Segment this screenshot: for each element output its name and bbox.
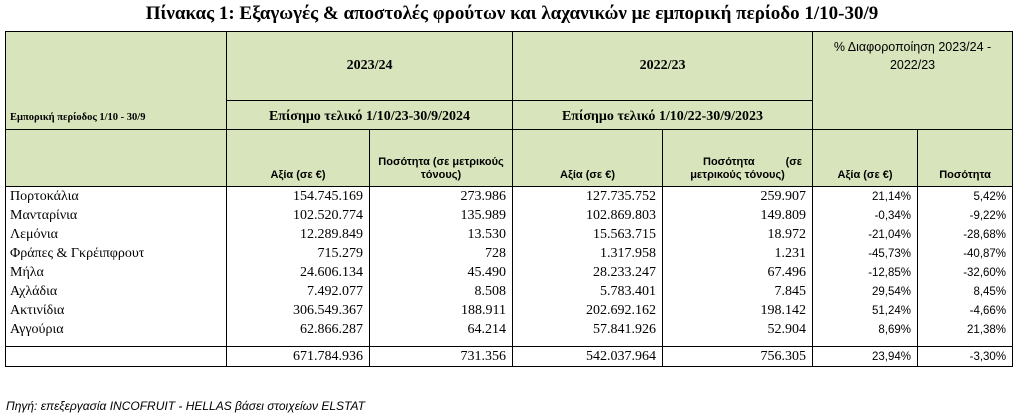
row-qty-2022-23: 52.904 bbox=[663, 320, 813, 339]
row-qty-pct: 21,38% bbox=[918, 320, 1013, 339]
row-qty-2023-24: 273.986 bbox=[370, 187, 513, 207]
header-qty-2022-23-right: (σε bbox=[785, 156, 803, 168]
total-value-2022-23: 542.037.964 bbox=[513, 347, 663, 367]
row-value-2023-24: 24.606.134 bbox=[227, 263, 370, 282]
row-qty-pct: -4,66% bbox=[918, 301, 1013, 320]
row-qty-pct: 8,45% bbox=[918, 282, 1013, 301]
header-qty-pct: Ποσότητα bbox=[918, 130, 1013, 187]
row-value-2023-24: 7.492.077 bbox=[227, 282, 370, 301]
row-value-2023-24: 715.279 bbox=[227, 244, 370, 263]
table-row bbox=[6, 225, 1013, 244]
row-value-2022-23: 127.735.752 bbox=[513, 187, 663, 207]
total-value-2023-24: 671.784.936 bbox=[227, 347, 370, 367]
header-year-2023-24: 2023/24 bbox=[227, 32, 513, 101]
row-name: Πορτοκάλια bbox=[6, 187, 227, 207]
source-note: Πηγή: επεξεργασία INCOFRUIT - HELLAS βάσει στοιχείων ELSTAT bbox=[6, 399, 365, 413]
row-value-pct: -21,04% bbox=[813, 225, 918, 244]
row-qty-2022-23: 198.142 bbox=[663, 301, 813, 320]
row-qty-2023-24: 45.490 bbox=[370, 263, 513, 282]
table-row bbox=[6, 282, 1013, 301]
row-value-2023-24: 62.866.287 bbox=[227, 320, 370, 339]
row-value-2023-24: 154.745.169 bbox=[227, 187, 370, 207]
exports-table bbox=[5, 31, 1013, 367]
table-row bbox=[6, 320, 1013, 339]
row-value-2022-23: 1.317.958 bbox=[513, 244, 663, 263]
header-pct-diff: % Διαφοροποίηση 2023/24 - 2022/23 bbox=[813, 32, 1013, 130]
row-qty-2023-24: 13.530 bbox=[370, 225, 513, 244]
row-qty-2022-23: 18.972 bbox=[663, 225, 813, 244]
row-qty-2022-23: 259.907 bbox=[663, 187, 813, 207]
row-name: Μανταρίνια bbox=[6, 206, 227, 225]
table-row bbox=[6, 263, 1013, 282]
row-name: Ακτινίδια bbox=[6, 301, 227, 320]
row-value-2022-23: 202.692.162 bbox=[513, 301, 663, 320]
header-official-2023-24: Επίσημο τελικό 1/10/23-30/9/2024 bbox=[227, 101, 513, 130]
table-row bbox=[6, 244, 1013, 263]
header-value-pct: Αξία (σε €) bbox=[813, 130, 918, 187]
header-empty-cell bbox=[6, 130, 227, 187]
total-value-pct: 23,94% bbox=[813, 347, 918, 367]
row-value-2022-23: 5.783.401 bbox=[513, 282, 663, 301]
header-value-2022-23: Αξία (σε €) bbox=[513, 130, 663, 187]
total-qty-2022-23: 756.305 bbox=[663, 347, 813, 367]
table-row bbox=[6, 187, 1013, 207]
row-value-2022-23: 57.841.926 bbox=[513, 320, 663, 339]
row-value-2023-24: 12.289.849 bbox=[227, 225, 370, 244]
total-qty-2023-24: 731.356 bbox=[370, 347, 513, 367]
row-qty-2023-24: 64.214 bbox=[370, 320, 513, 339]
row-name: Λεμόνια bbox=[6, 225, 227, 244]
row-value-pct: -45,73% bbox=[813, 244, 918, 263]
header-year-2022-23: 2022/23 bbox=[513, 32, 813, 101]
row-qty-pct: -40,87% bbox=[918, 244, 1013, 263]
total-row bbox=[6, 347, 1013, 367]
row-qty-2022-23: 1.231 bbox=[663, 244, 813, 263]
header-qty-2022-23-left: Ποσότητα bbox=[703, 156, 755, 168]
header-corner: Εμπορική περίοδος 1/10 - 30/9 bbox=[6, 32, 227, 130]
row-qty-2022-23: 149.809 bbox=[663, 206, 813, 225]
row-value-2022-23: 28.233.247 bbox=[513, 263, 663, 282]
row-qty-pct: -28,68% bbox=[918, 225, 1013, 244]
row-value-2022-23: 102.869.803 bbox=[513, 206, 663, 225]
row-value-2022-23: 15.563.715 bbox=[513, 225, 663, 244]
row-name: Αγγούρια bbox=[6, 320, 227, 339]
table-title: Πίνακας 1: Εξαγωγές & αποστολές φρούτων και λαχανικών με εμπορική περίοδο 1/10-30/9 bbox=[145, 3, 879, 24]
table-row bbox=[6, 301, 1013, 320]
row-qty-pct: -9,22% bbox=[918, 206, 1013, 225]
header-qty-2022-23-line2: μετρικούς τόνους) bbox=[690, 169, 785, 181]
row-qty-2022-23: 67.496 bbox=[663, 263, 813, 282]
row-value-pct: -12,85% bbox=[813, 263, 918, 282]
row-value-pct: -0,34% bbox=[813, 206, 918, 225]
row-qty-2022-23: 7.845 bbox=[663, 282, 813, 301]
row-qty-2023-24: 8.508 bbox=[370, 282, 513, 301]
row-value-2023-24: 102.520.774 bbox=[227, 206, 370, 225]
row-value-pct: 29,54% bbox=[813, 282, 918, 301]
header-official-2022-23: Επίσημο τελικό 1/10/22-30/9/2023 bbox=[513, 101, 813, 130]
row-qty-2023-24: 135.989 bbox=[370, 206, 513, 225]
row-name: Μήλα bbox=[6, 263, 227, 282]
row-value-2023-24: 306.549.367 bbox=[227, 301, 370, 320]
spacer-row bbox=[6, 339, 1013, 347]
row-value-pct: 8,69% bbox=[813, 320, 918, 339]
header-qty-2022-23 bbox=[663, 130, 813, 187]
table-row bbox=[6, 206, 1013, 225]
row-qty-pct: 5,42% bbox=[918, 187, 1013, 207]
row-value-pct: 21,14% bbox=[813, 187, 918, 207]
row-qty-2023-24: 728 bbox=[370, 244, 513, 263]
row-qty-pct: -32,60% bbox=[918, 263, 1013, 282]
total-label-cell bbox=[6, 347, 227, 367]
row-qty-2023-24: 188.911 bbox=[370, 301, 513, 320]
header-qty-2023-24: Ποσότητα (σε μετρικούς τόνους) bbox=[370, 130, 513, 187]
row-name: Αχλάδια bbox=[6, 282, 227, 301]
row-value-pct: 51,24% bbox=[813, 301, 918, 320]
row-name: Φράπες & Γκρέιπφρουτ bbox=[6, 244, 227, 263]
header-value-2023-24: Αξία (σε €) bbox=[227, 130, 370, 187]
total-qty-pct: -3,30% bbox=[918, 347, 1013, 367]
